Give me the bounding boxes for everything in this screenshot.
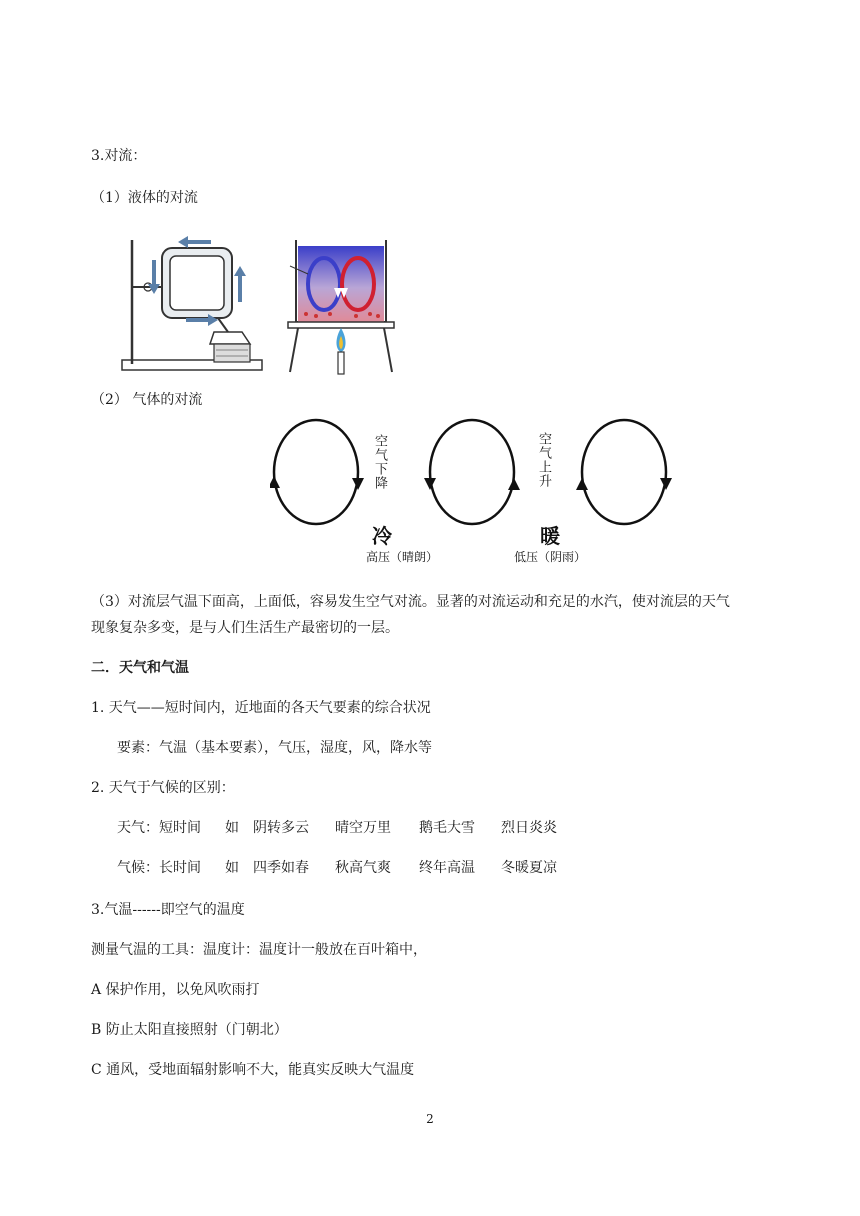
liquid-convection-label: （1）液体的对流 [91, 190, 198, 206]
high-pressure-label: 高压（晴朗） [366, 550, 439, 564]
tube-convection-figure [118, 232, 268, 374]
weather-ex2: 晴空万里 [335, 820, 391, 836]
climate-ex1: 四季如春 [253, 860, 309, 876]
air-up-label: 空气上升 [536, 432, 551, 488]
beaker-convection-figure [286, 236, 398, 376]
gas-convection-figure [270, 410, 680, 570]
warm-label: 暖 [540, 524, 560, 548]
weather-definition: 1. 天气——短时间内，近地面的各天气要素的综合状况 [91, 700, 431, 716]
weather-ru: 如 [225, 820, 239, 836]
weather-elements: 要素：气温（基本要素），气压，湿度，风，降水等 [117, 740, 432, 756]
weather-row [117, 818, 557, 838]
reason-b: B 防止太阳直接照射（门朝北） [91, 1022, 288, 1038]
climate-ex3: 终年高温 [419, 860, 475, 876]
reason-c: C 通风，受地面辐射影响不大，能真实反映大气温度 [91, 1062, 415, 1078]
page-number: 2 [426, 1112, 434, 1126]
climate-term: 气候：长时间 [117, 860, 201, 876]
weather-ex4: 烈日炎炎 [501, 820, 557, 836]
section-heading-convection: 3.对流： [91, 148, 147, 164]
climate-ex4: 冬暖夏凉 [501, 860, 557, 876]
para3-line2: 现象复杂多变，是与人们生活生产最密切的一层。 [91, 620, 399, 636]
air-down-label: 空气下降 [372, 434, 387, 490]
gas-convection-label: （2） 气体的对流 [91, 392, 203, 408]
section-heading-weather: 二．天气和气温 [91, 660, 189, 676]
convection-circles [270, 410, 680, 530]
weather-term: 天气：短时间 [117, 820, 201, 836]
weather-ex1: 阴转多云 [253, 820, 309, 836]
low-pressure-label: 低压（阴雨） [514, 550, 587, 564]
climate-ex2: 秋高气爽 [335, 860, 391, 876]
temperature-definition: 3.气温------即空气的温度 [91, 902, 245, 918]
para3-line1: （3）对流层气温下面高，上面低，容易发生空气对流。显著的对流运动和充足的水汽，使对流层的天气 [91, 594, 730, 610]
cold-label: 冷 [372, 524, 392, 548]
temperature-tool: 测量气温的工具：温度计：温度计一般放在百叶箱中， [91, 942, 427, 958]
climate-row [117, 858, 557, 878]
weather-ex3: 鹅毛大雪 [419, 820, 475, 836]
reason-a: A 保护作用，以免风吹雨打 [91, 982, 260, 998]
weather-climate-difference: 2. 天气于气候的区别： [91, 780, 235, 796]
climate-ru: 如 [225, 860, 239, 876]
